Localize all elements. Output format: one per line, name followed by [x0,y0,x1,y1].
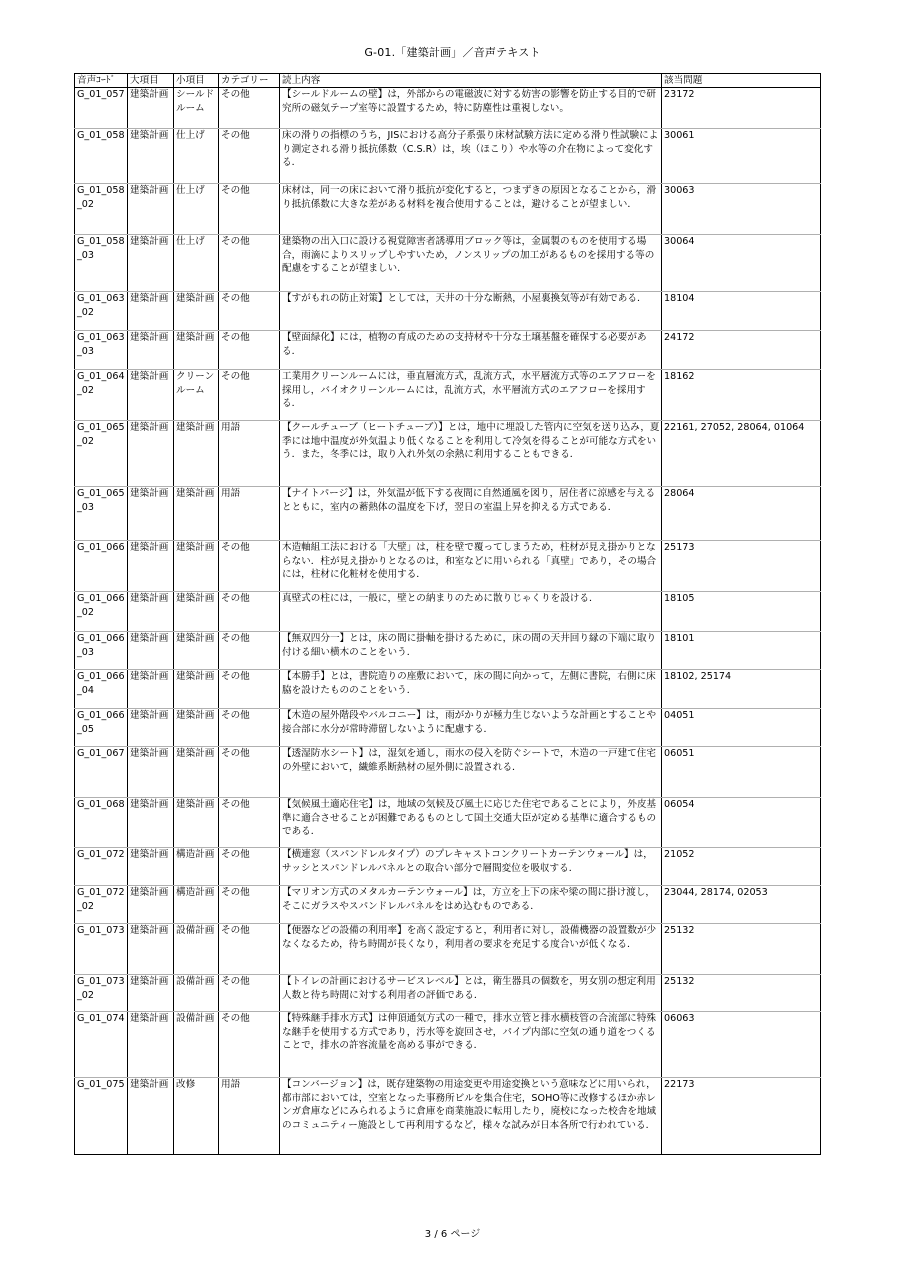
cell-category: 用語 [219,1078,280,1155]
cell-code: G_01_065_02 [75,421,128,487]
cell-text: 【すがもれの防止対策】としては，天井の十分な断熱，小屋裏換気等が有効である． [280,292,662,331]
page-number: 3 / 6 ページ [424,1229,481,1240]
cell-minor: 構造計画 [174,886,219,924]
cell-category: その他 [219,975,280,1012]
table-header-row [75,74,821,88]
cell-minor: 設備計画 [174,975,219,1012]
cell-minor: 建築計画 [174,541,219,592]
cell-code: G_01_066_04 [75,670,128,709]
cell-text: 床材は，同一の床において滑り抵抗が変化すると，つまずきの原因となることから，滑り抵抗係数に大きな差がある材料を複合使用することは，避けることが望ましい． [280,184,662,235]
cell-text: 【コンバージョン】は，既存建築物の用途変更や用途変換という意味などに用いられ，都市部においては，空室となった事務所ビルを集合住宅，SOHO等に改修するほか赤レンガ倉庫などにみられるように倉庫を商業施設に転用したり，廃校になった校舎を地域のコミュニティー施設として再利用するなど，様々な試みが日本各所で行われている． [280,1078,662,1155]
cell-category: その他 [219,129,280,184]
cell-category: 用語 [219,421,280,487]
cell-category: その他 [219,886,280,924]
column-header-text: 読上内容 [280,74,662,88]
cell-code: G_01_057 [75,88,128,129]
column-header-problems: 該当問題 [662,74,821,88]
cell-minor: 建築計画 [174,292,219,331]
table-row [75,848,821,886]
cell-minor: クリーンルーム [174,370,219,421]
table-row [75,975,821,1012]
cell-problems: 23172 [662,88,821,129]
cell-minor: 設備計画 [174,924,219,975]
cell-category: その他 [219,747,280,798]
cell-minor: 構造計画 [174,848,219,886]
cell-minor: 建築計画 [174,487,219,541]
cell-problems: 18162 [662,370,821,421]
cell-minor: 建築計画 [174,421,219,487]
table-row [75,1078,821,1155]
cell-code: G_01_063_03 [75,331,128,370]
table-row [75,235,821,292]
cell-text: 【気候風土適応住宅】は，地域の気候及び風土に応じた住宅であることにより，外皮基準に適合させることが困難であるものとして国土交通大臣が定める基準に適合するものである． [280,798,662,848]
cell-major: 建築計画 [128,670,174,709]
table-row [75,798,821,848]
cell-minor: 建築計画 [174,331,219,370]
cell-major: 建築計画 [128,487,174,541]
cell-minor: 改修 [174,1078,219,1155]
cell-problems: 30063 [662,184,821,235]
audio-text-table [74,73,821,1155]
table-body [75,88,821,1155]
cell-text: 【特殊継手排水方式】は伸頂通気方式の一種で，排水立管と排水横枝管の合流部に特殊な継手を使用する方式であり，汚水等を旋回させ，パイプ内部に空気の通り道をつくることで，排水の許容流量を高める事ができる． [280,1012,662,1078]
cell-problems: 23044, 28174, 02053 [662,886,821,924]
cell-code: G_01_073_02 [75,975,128,1012]
cell-major: 建築計画 [128,592,174,632]
cell-code: G_01_072_02 [75,886,128,924]
cell-code: G_01_065_03 [75,487,128,541]
cell-major: 建築計画 [128,292,174,331]
cell-text: 床の滑りの指標のうち，JISにおける高分子系張り床材試験方法に定める滑り性試験により測定される滑り抵抗係数（C.S.R）は，埃（ほこり）や水等の介在物によって変化する． [280,129,662,184]
cell-problems: 18105 [662,592,821,632]
table-row [75,88,821,129]
cell-text: 木造軸組工法における「大壁」は，柱を壁で覆ってしまうため，柱材が見え掛かりとならない．柱が見え掛かりとなるのは，和室などに用いられる「真壁」であり，その場合には，柱材に化粧材を使用する． [280,541,662,592]
cell-text: 建築物の出入口に設ける視覚障害者誘導用ブロック等は，金属製のものを使用する場合，雨滴によりスリップしやすいため，ノンスリップの加工があるものを採用する等の配慮をすることが望ましい． [280,235,662,292]
cell-problems: 21052 [662,848,821,886]
cell-major: 建築計画 [128,331,174,370]
cell-code: G_01_058_03 [75,235,128,292]
cell-problems: 18104 [662,292,821,331]
table-row [75,924,821,975]
cell-category: その他 [219,331,280,370]
table-row [75,709,821,747]
table-row [75,541,821,592]
cell-text: 【トイレの計画におけるサービスレベル】とは，衛生器具の個数を，男女別の想定利用人数と待ち時間に対する利用者の評価である． [280,975,662,1012]
column-header-code: 音声ｺｰﾄﾞ [75,74,128,88]
cell-category: その他 [219,235,280,292]
cell-major: 建築計画 [128,370,174,421]
cell-minor: 建築計画 [174,709,219,747]
cell-code: G_01_066_02 [75,592,128,632]
cell-problems: 06063 [662,1012,821,1078]
cell-minor: 建築計画 [174,747,219,798]
cell-code: G_01_066 [75,541,128,592]
cell-code: G_01_058_02 [75,184,128,235]
cell-text: 【透湿防水シート】は，湿気を通し，雨水の侵入を防ぐシートで，木造の一戸建て住宅の外壁において，繊維系断熱材の屋外側に設置される． [280,747,662,798]
cell-text: 【無双四分一】とは，床の間に掛軸を掛けるために，床の間の天井回り縁の下端に取り付ける細い横木のことをいう． [280,632,662,670]
cell-code: G_01_063_02 [75,292,128,331]
table-row [75,1012,821,1078]
cell-major: 建築計画 [128,975,174,1012]
cell-category: その他 [219,924,280,975]
cell-problems: 22161, 27052, 28064, 01064 [662,421,821,487]
cell-problems: 28064 [662,487,821,541]
column-header-minor: 小項目 [174,74,219,88]
table-row [75,129,821,184]
table-row [75,370,821,421]
cell-category: その他 [219,709,280,747]
cell-major: 建築計画 [128,886,174,924]
cell-major: 建築計画 [128,421,174,487]
cell-code: G_01_068 [75,798,128,848]
cell-minor: 設備計画 [174,1012,219,1078]
table-row [75,747,821,798]
page-title: G-01.「建築計画」／音声テキスト [364,46,541,59]
cell-category: その他 [219,632,280,670]
cell-problems: 06054 [662,798,821,848]
table-row [75,886,821,924]
cell-text: 【木造の屋外階段やバルコニー】は，雨がかりが極力生じないような計画とすることや接合部に水分が常時滞留しないように配慮する． [280,709,662,747]
cell-code: G_01_067 [75,747,128,798]
table-row [75,184,821,235]
cell-code: G_01_064_02 [75,370,128,421]
cell-text: 【シールドルームの壁】は，外部からの電磁波に対する妨害の影響を防止する目的で研究所の磁気テープ室等に設置するため，特に防塵性は重視しない。 [280,88,662,129]
cell-category: その他 [219,292,280,331]
cell-category: その他 [219,184,280,235]
cell-problems: 22173 [662,1078,821,1155]
cell-major: 建築計画 [128,848,174,886]
cell-code: G_01_072 [75,848,128,886]
cell-major: 建築計画 [128,632,174,670]
cell-minor: 建築計画 [174,670,219,709]
cell-text: 【壁面緑化】には，植物の育成のための支持材や十分な土壌基盤を確保する必要がある． [280,331,662,370]
cell-code: G_01_066_03 [75,632,128,670]
cell-category: その他 [219,1012,280,1078]
cell-problems: 06051 [662,747,821,798]
cell-code: G_01_073 [75,924,128,975]
cell-problems: 30061 [662,129,821,184]
table-row [75,331,821,370]
cell-category: その他 [219,541,280,592]
table-row [75,670,821,709]
cell-problems: 25132 [662,924,821,975]
cell-major: 建築計画 [128,798,174,848]
table-row [75,292,821,331]
cell-code: G_01_066_05 [75,709,128,747]
table-row [75,592,821,632]
column-header-category: カテゴリー [219,74,280,88]
cell-minor: 仕上げ [174,235,219,292]
table-row [75,421,821,487]
cell-minor: 建築計画 [174,798,219,848]
cell-major: 建築計画 [128,541,174,592]
cell-category: その他 [219,670,280,709]
cell-text: 真壁式の柱には，一般に，壁との納まりのために散りじゃくりを設ける． [280,592,662,632]
cell-text: 工業用クリーンルームには，垂直層流方式，乱流方式，水平層流方式等のエアフローを採用し，バイオクリーンルームには，乱流方式，水平層流方式のエアフローを採用する． [280,370,662,421]
cell-minor: シールドルーム [174,88,219,129]
cell-code: G_01_074 [75,1012,128,1078]
table-row [75,487,821,541]
cell-category: 用語 [219,487,280,541]
cell-major: 建築計画 [128,88,174,129]
cell-minor: 仕上げ [174,129,219,184]
cell-major: 建築計画 [128,747,174,798]
cell-category: その他 [219,848,280,886]
cell-problems: 25132 [662,975,821,1012]
cell-text: 【便器などの設備の利用率】を高く設定すると，利用者に対し，設備機器の設置数が少なくなるため，待ち時間が長くなり，利用者の要求を充足する度合いが低くなる． [280,924,662,975]
cell-major: 建築計画 [128,129,174,184]
table-row [75,632,821,670]
cell-minor: 仕上げ [174,184,219,235]
cell-text: 【本勝手】とは，書院造りの座敷において，床の間に向かって，左側に書院，右側に床脇を設けたもののことをいう． [280,670,662,709]
cell-text: 【横連窓（スパンドレルタイプ）のプレキャストコンクリートカーテンウォール】は，サッシとスパンドレルパネルとの取合い部分で層間変位を吸収する． [280,848,662,886]
cell-problems: 18102, 25174 [662,670,821,709]
cell-minor: 建築計画 [174,592,219,632]
cell-text: 【クールチューブ（ヒートチューブ）】とは，地中に埋設した管内に空気を送り込み，夏季には地中温度が外気温より低くなることを利用して冷気を得ることが可能な方式をいう．また，冬季には，取り入れ外気の余熱に利用することもできる． [280,421,662,487]
cell-problems: 18101 [662,632,821,670]
cell-problems: 04051 [662,709,821,747]
cell-code: G_01_075 [75,1078,128,1155]
cell-code: G_01_058 [75,129,128,184]
cell-major: 建築計画 [128,1012,174,1078]
column-header-major: 大項目 [128,74,174,88]
cell-text: 【ナイトパージ】は，外気温が低下する夜間に自然通風を図り，居住者に涼感を与えるとともに，室内の蓄熱体の温度を下げ，翌日の室温上昇を抑える方式である． [280,487,662,541]
cell-minor: 建築計画 [174,632,219,670]
cell-problems: 30064 [662,235,821,292]
cell-problems: 25173 [662,541,821,592]
cell-major: 建築計画 [128,709,174,747]
cell-text: 【マリオン方式のメタルカーテンウォール】は，方立を上下の床や梁の間に掛け渡し，そこにガラスやスパンドレルパネルをはめ込むものである． [280,886,662,924]
cell-major: 建築計画 [128,924,174,975]
cell-category: その他 [219,592,280,632]
cell-category: その他 [219,88,280,129]
cell-problems: 24172 [662,331,821,370]
cell-major: 建築計画 [128,1078,174,1155]
cell-major: 建築計画 [128,184,174,235]
cell-category: その他 [219,798,280,848]
cell-major: 建築計画 [128,235,174,292]
cell-category: その他 [219,370,280,421]
